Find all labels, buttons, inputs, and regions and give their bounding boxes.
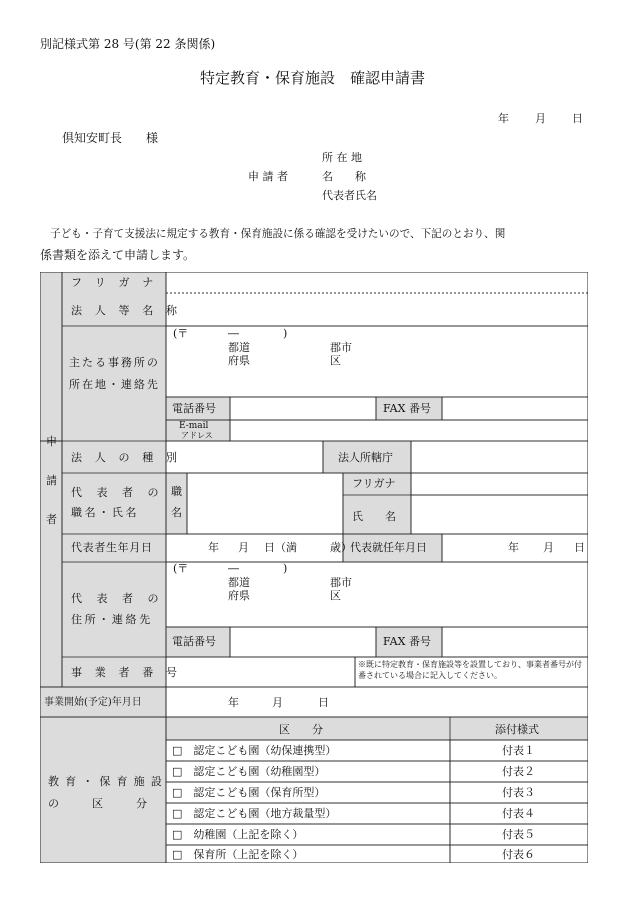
facility-label-1: 教 育 ・ 保 育 施 設 bbox=[48, 775, 164, 788]
rep-postal-dash: ― bbox=[228, 562, 239, 575]
facility-row-label: □ 認定こども園（幼稚園型） bbox=[172, 765, 326, 778]
facility-label-2: の 区 分 bbox=[48, 797, 147, 810]
rep-fuken: 府県 bbox=[228, 589, 250, 602]
appointed-label: 代表就任年月日 bbox=[350, 541, 427, 554]
rep-name-label: 氏 名 bbox=[352, 510, 396, 523]
applicant-address-label: 所 在 地 bbox=[322, 151, 362, 164]
side-label-shin: 申 bbox=[46, 435, 57, 448]
furigana-label: フ リ ガ ナ bbox=[71, 276, 158, 289]
office-todo: 都道 bbox=[228, 341, 250, 354]
agency-label: 法人所轄庁 bbox=[338, 451, 393, 464]
rep-addr-label-1: 代 表 者 の bbox=[71, 592, 164, 605]
col-kubun-header: 区 分 bbox=[279, 723, 323, 736]
rep-addr-label-2: 住所・連絡先 bbox=[71, 613, 153, 626]
office-tel-label: 電話番号 bbox=[172, 402, 216, 415]
mei-label: 名 bbox=[171, 506, 182, 519]
intro-line-1: 子ども・子育て支援法に規定する教育・保育施設に係る確認を受けたいので、下記のとおり、関 bbox=[50, 228, 506, 240]
office-fuken: 府県 bbox=[228, 354, 250, 367]
facility-row-form: 付表６ bbox=[502, 848, 535, 861]
birth-month: 月 bbox=[238, 541, 249, 554]
birth-day-age: 日（満 歳） bbox=[264, 541, 352, 554]
corp-type-label: 法 人 の 種 別 bbox=[71, 451, 182, 464]
application-table bbox=[40, 272, 588, 863]
birth-year: 年 bbox=[208, 541, 219, 554]
facility-row-label: □ 認定こども園（保育所型） bbox=[172, 786, 326, 799]
email-label-sub: アドレス bbox=[181, 431, 213, 440]
facility-row-form: 付表２ bbox=[502, 765, 535, 778]
addressee: 倶知安町長 様 bbox=[62, 131, 159, 145]
shoku-label: 職 bbox=[171, 485, 182, 498]
office-label-1: 主たる事務所の bbox=[69, 356, 160, 369]
form-title: 特定教育・保育施設 確認申請書 bbox=[200, 69, 426, 87]
applicant-name-label: 名 称 bbox=[322, 170, 366, 183]
email-label: E-mail bbox=[179, 421, 209, 431]
rep-label-1: 代 表 者 の bbox=[71, 486, 164, 499]
office-ku: 区 bbox=[330, 354, 341, 367]
rep-gun: 郡市 bbox=[330, 576, 352, 589]
birth-label: 代表者生年月日 bbox=[71, 541, 153, 554]
side-shade-2 bbox=[40, 717, 166, 863]
rep-fax-label: FAX 番号 bbox=[383, 635, 431, 648]
rep-todo: 都道 bbox=[228, 576, 250, 589]
office-postal-dash: ― bbox=[228, 327, 239, 340]
facility-row-label: □ 幼稚園（上記を除く） bbox=[172, 828, 304, 841]
facility-row-label: □ 認定こども園（地方裁量型） bbox=[172, 807, 337, 820]
appointed-year: 年 bbox=[508, 541, 519, 554]
facility-row-form: 付表３ bbox=[502, 786, 535, 799]
start-day: 日 bbox=[318, 696, 329, 709]
rep-label-2: 職名・氏名 bbox=[71, 506, 140, 519]
start-year: 年 bbox=[228, 696, 239, 709]
facility-row-label: □ 認定こども園（幼保連携型） bbox=[172, 744, 337, 757]
office-postal-open: (〒 bbox=[173, 327, 189, 340]
applicant-rep-label: 代表者氏名 bbox=[322, 189, 377, 202]
facility-row-form: 付表１ bbox=[502, 744, 535, 757]
office-fax-label: FAX 番号 bbox=[383, 402, 431, 415]
start-date-label: 事業開始(予定)年月日 bbox=[44, 697, 142, 708]
bizno-note: ※既に特定教育・保育施設等を設置しており、事業者番号が付番されている場合に記入してください。 bbox=[358, 660, 582, 680]
facility-row-form: 付表５ bbox=[502, 828, 535, 841]
date-month-label: 月 bbox=[535, 112, 546, 125]
rep-postal-close: ) bbox=[283, 562, 288, 575]
rep-furigana-label: フリガナ bbox=[352, 477, 396, 490]
appointed-month: 月 bbox=[543, 541, 554, 554]
intro-line-2: 係書類を添えて申請します。 bbox=[40, 248, 196, 262]
office-gun: 郡市 bbox=[330, 341, 352, 354]
bizno-label: 事 業 者 番 号 bbox=[71, 666, 182, 679]
side-label-sei: 請 bbox=[46, 474, 57, 487]
rep-postal-open: (〒 bbox=[173, 562, 189, 575]
appointed-day: 日 bbox=[574, 541, 585, 554]
corp-name-label: 法 人 等 名 称 bbox=[71, 304, 182, 317]
col-form-header: 添付様式 bbox=[495, 723, 539, 736]
office-postal-close: ) bbox=[283, 327, 288, 340]
rep-ku: 区 bbox=[330, 589, 341, 602]
rep-tel-label: 電話番号 bbox=[172, 635, 216, 648]
facility-row-form: 付表４ bbox=[502, 807, 535, 820]
office-label-2: 所在地・連絡先 bbox=[69, 378, 160, 391]
date-day-label: 日 bbox=[572, 112, 583, 125]
form-number: 別記様式第 28 号(第 22 条関係) bbox=[40, 37, 216, 51]
facility-row-label: □ 保育所（上記を除く） bbox=[172, 848, 304, 861]
date-year-label: 年 bbox=[498, 112, 509, 125]
start-month: 月 bbox=[272, 696, 283, 709]
applicant-label: 申 請 者 bbox=[248, 170, 288, 183]
side-label-sha: 者 bbox=[46, 513, 57, 526]
